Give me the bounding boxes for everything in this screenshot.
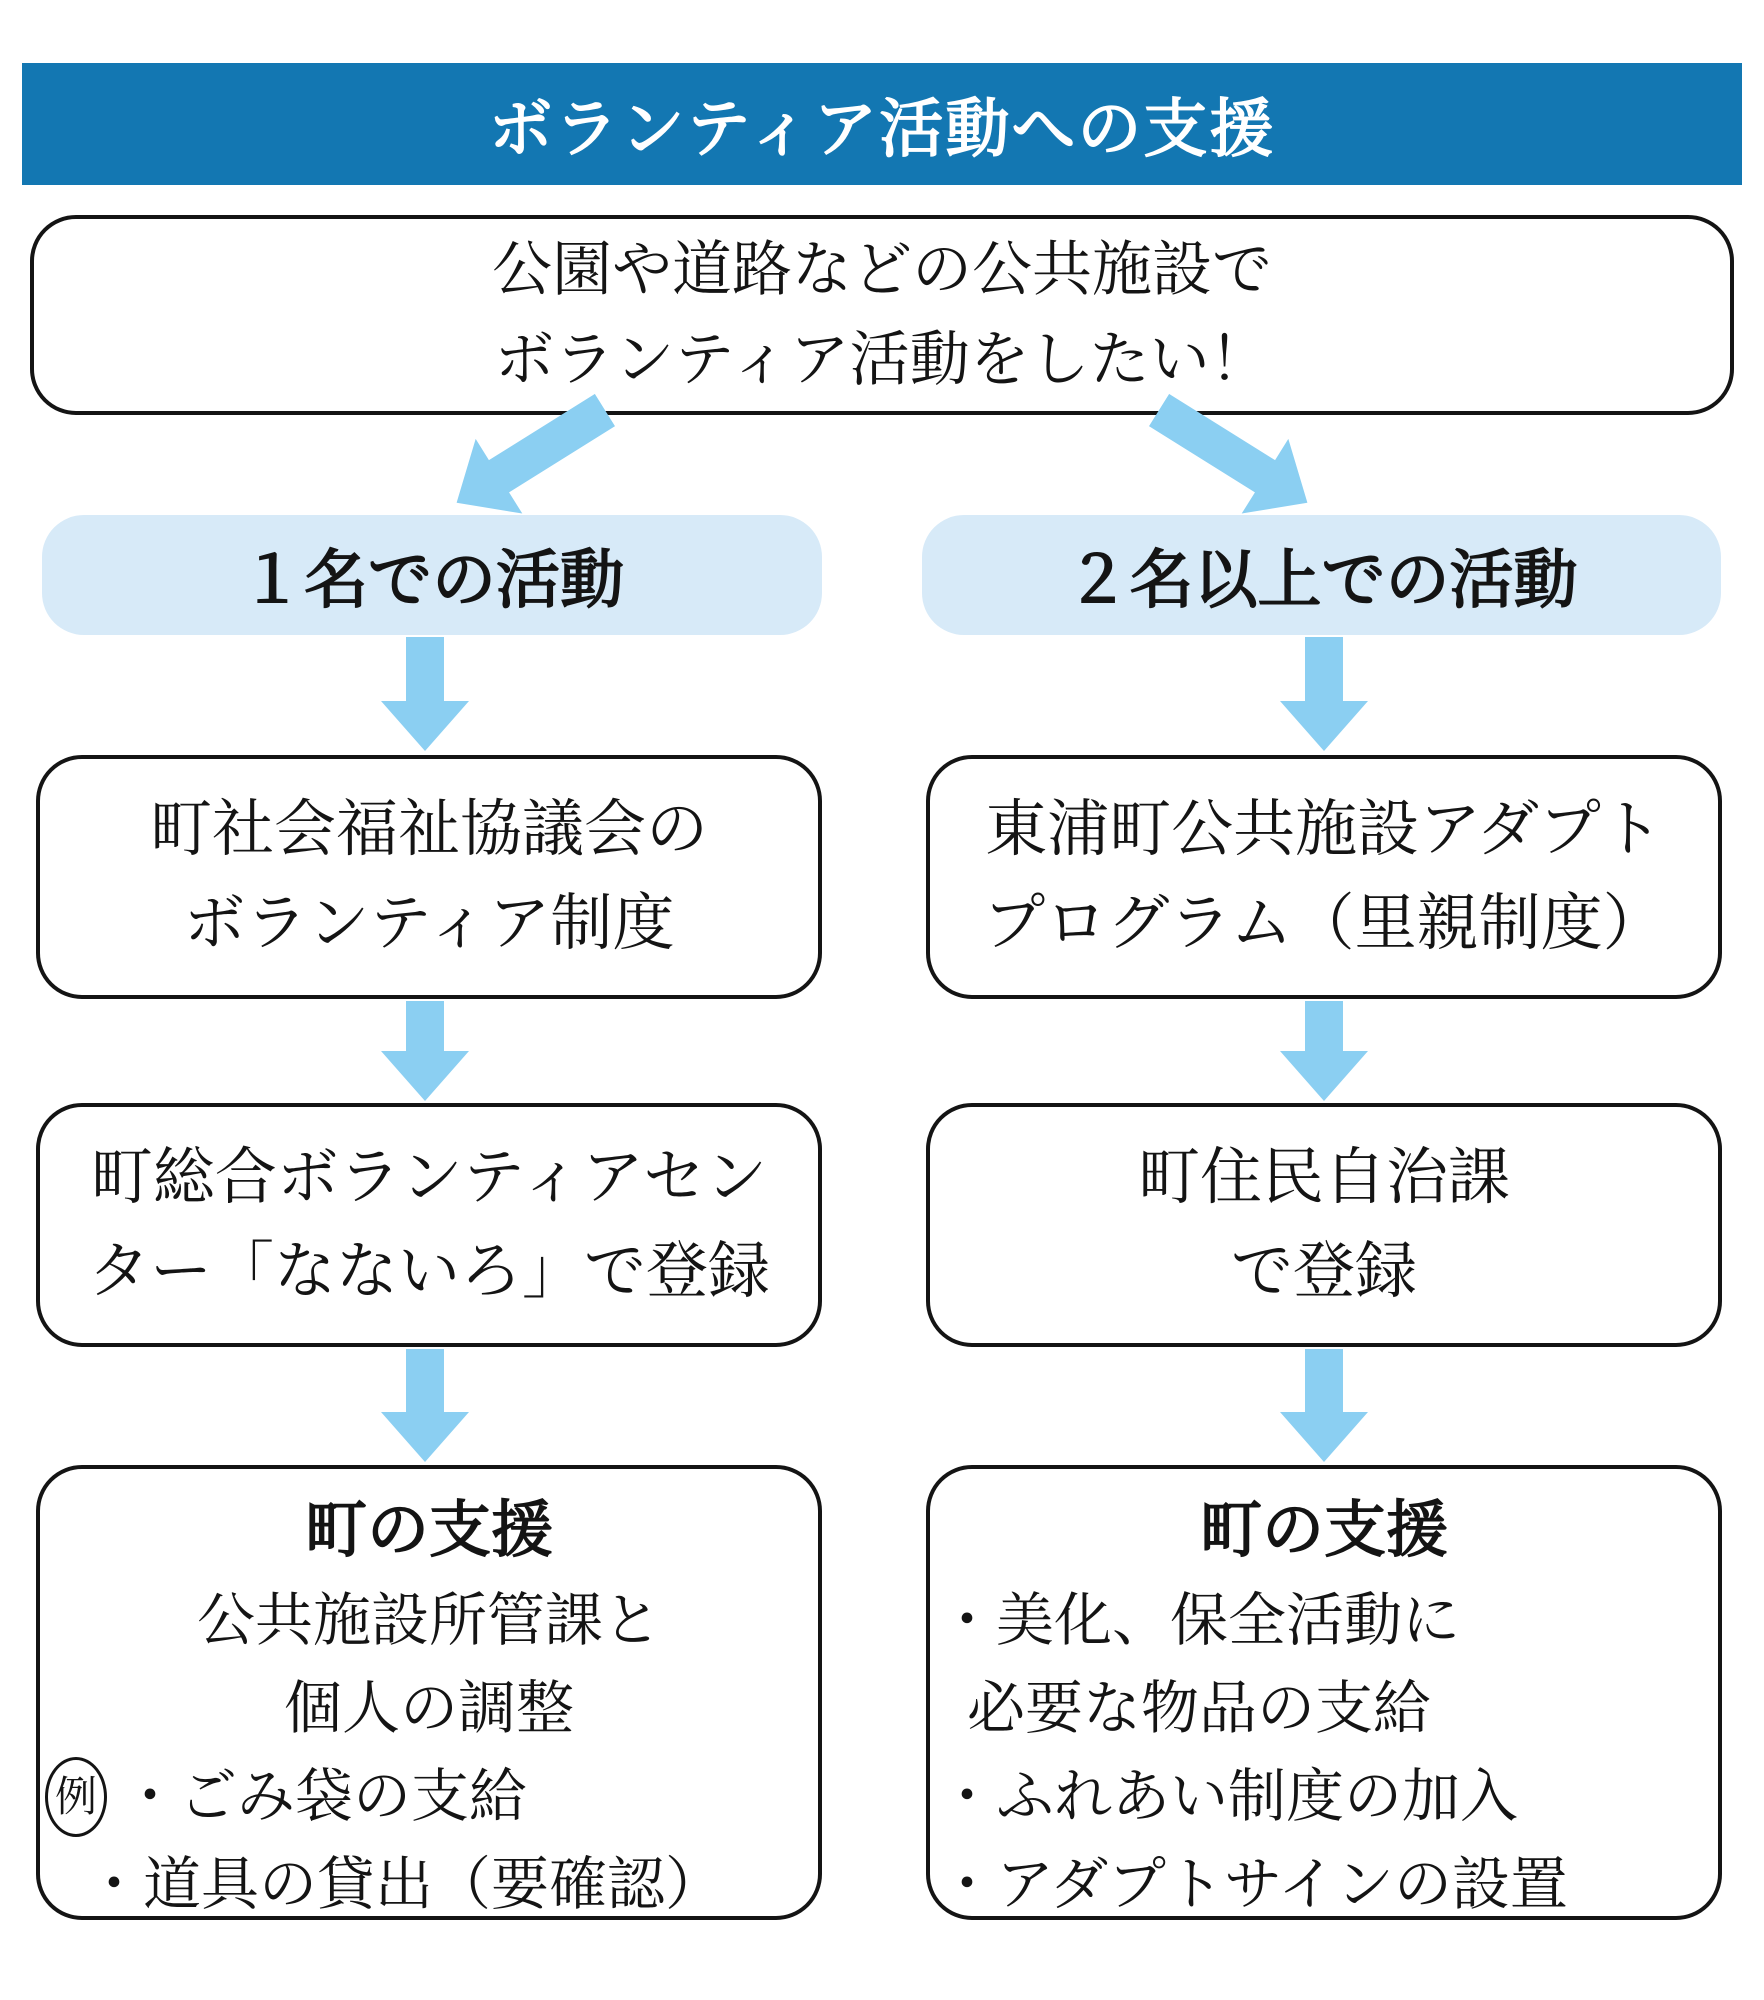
group-support-bullet-row-3 xyxy=(922,1841,1726,1929)
banner-group-label: ２名以上での活動 xyxy=(1065,544,1578,616)
group-step1-line-1: 東浦町公共施設アダプト xyxy=(985,795,1663,864)
group-support-bullet-2: ・ふれあい制度の加入 xyxy=(938,1764,1519,1829)
group-support-bullet-1-line-1: ・美化、保全活動に xyxy=(938,1588,1461,1653)
arrow-down-icon xyxy=(381,1349,469,1462)
arrow-down-icon xyxy=(381,637,469,751)
group-support-bullet-row-1 xyxy=(922,1577,1726,1665)
group-support-heading: 町の支援 xyxy=(1199,1496,1448,1565)
group-support-bullet-row-1-wrap xyxy=(893,1665,1755,1753)
intro-box xyxy=(30,215,1734,415)
group-step1-line-2: プログラム（里親制度） xyxy=(983,889,1665,958)
arrow-down-icon xyxy=(1280,1001,1368,1101)
solo-step2-line-2: ター「なないろ」で登録 xyxy=(87,1237,770,1306)
intro-line-2: ボランティア活動をしたい！ xyxy=(494,326,1270,393)
solo-step1-line-1: 町社会福祉協議会の xyxy=(149,795,708,864)
arrow-down-icon xyxy=(1280,1349,1368,1462)
solo-support-bullet-1: ・ごみ袋の支給 xyxy=(121,1764,528,1829)
solo-support-heading: 町の支援 xyxy=(304,1496,553,1565)
group-step1-box xyxy=(926,755,1722,999)
solo-support-bullet-2: ・道具の貸出（要確認） xyxy=(85,1852,724,1917)
example-circle-mark: 例 xyxy=(45,1757,107,1837)
page-title: ボランティア活動への支援 xyxy=(488,93,1276,165)
banner-group-activity xyxy=(922,515,1721,635)
solo-step2-line-1: 町総合ボランティアセン xyxy=(90,1143,768,1212)
title-bar xyxy=(22,63,1742,185)
solo-support-bullet-row-2 xyxy=(0,1841,863,1929)
group-support-bullet-1-line-2: 必要な物品の支給 xyxy=(967,1676,1432,1741)
arrow-down-icon xyxy=(381,1001,469,1101)
solo-support-box xyxy=(36,1465,822,1920)
solo-step1-line-2: ボランティア制度 xyxy=(183,889,675,958)
arrow-down-icon xyxy=(1280,637,1368,751)
group-step2-line-2: で登録 xyxy=(1230,1237,1417,1306)
group-support-bullet-row-2 xyxy=(922,1753,1726,1841)
solo-support-line-2: 個人の調整 xyxy=(283,1676,574,1741)
solo-step1-box xyxy=(36,755,822,999)
banner-solo-activity xyxy=(42,515,822,635)
group-step2-box xyxy=(926,1103,1722,1347)
intro-line-1: 公園や道路などの公共施設で xyxy=(492,236,1272,303)
group-support-box xyxy=(926,1465,1722,1920)
group-step2-line-1: 町住民自治課 xyxy=(1137,1143,1510,1212)
solo-support-example-row xyxy=(35,1753,823,1841)
solo-support-line-1: 公共施設所管課と xyxy=(196,1588,661,1653)
solo-step2-box xyxy=(36,1103,822,1347)
group-support-bullet-3: ・アダプトサインの設置 xyxy=(938,1852,1568,1917)
banner-solo-label: １名での活動 xyxy=(240,544,624,616)
